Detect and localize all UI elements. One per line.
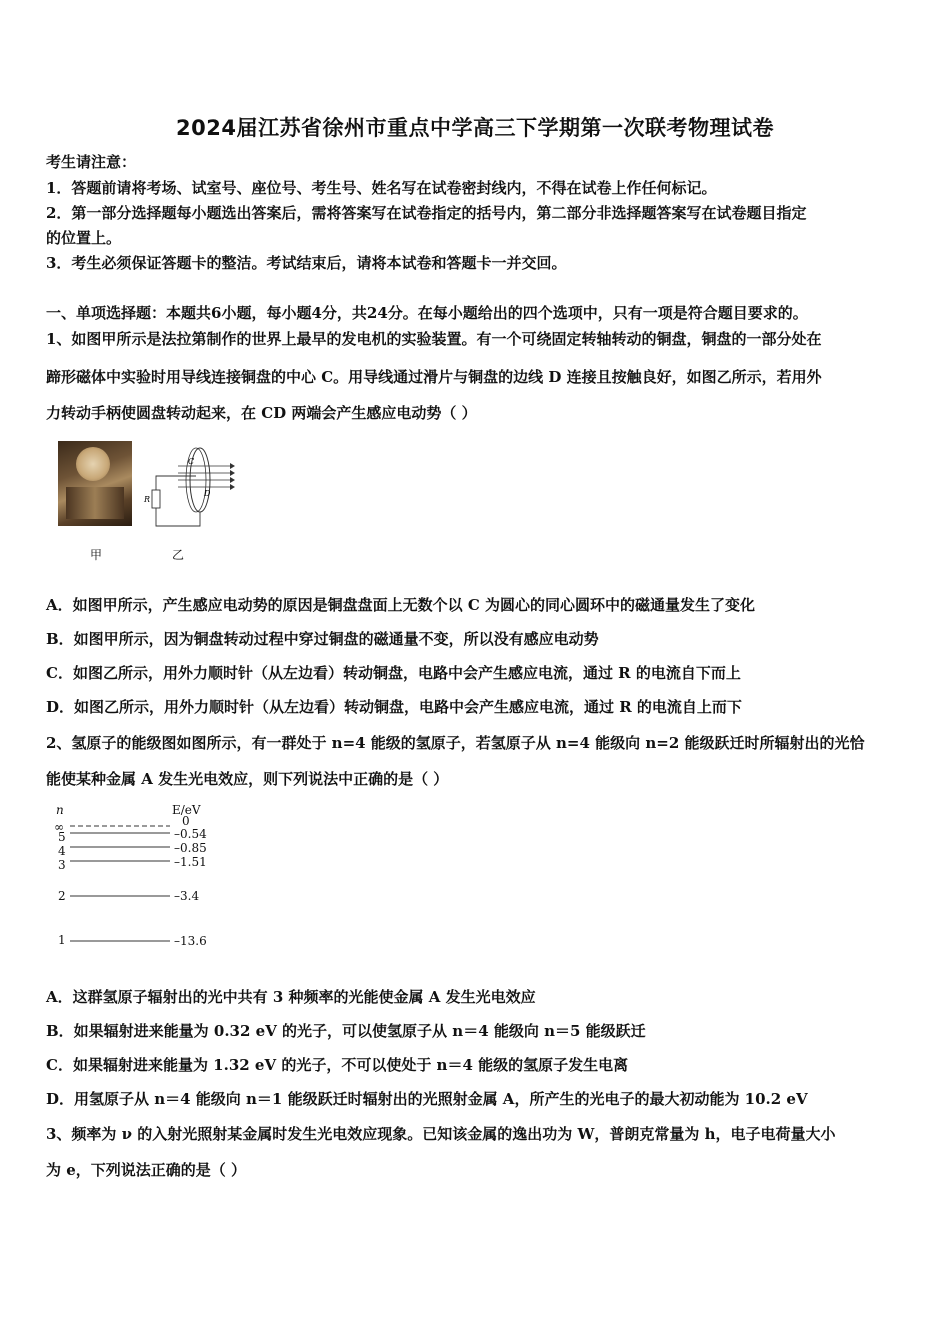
copper-disk-image bbox=[76, 447, 110, 481]
question-1-text: 1、如图甲所示是法拉第制作的世界上最早的发电机的实验装置。有一个可绕固定转轴转动的铜盘，铜盘的一部分处在 bbox=[46, 330, 822, 348]
level-energy: –1.51 bbox=[174, 855, 207, 869]
field-arrow bbox=[230, 470, 235, 476]
level-n: ∞ bbox=[54, 820, 64, 834]
figure-label-b: 乙 bbox=[172, 548, 185, 562]
e-axis-label: E/eV bbox=[172, 803, 201, 817]
section-heading: 一、单项选择题：本题共6小题，每小题4分，共24分。在每小题给出的四个选项中，只有一项是符合题目要求的。 bbox=[46, 304, 808, 322]
notice-heading: 考生请注意： bbox=[46, 153, 137, 171]
faraday-generator-photo bbox=[58, 441, 132, 526]
question-3-text: 为 e，下列说法正确的是（ ） bbox=[46, 1161, 246, 1179]
magnet-base-image bbox=[66, 487, 124, 519]
question-2-text: 能使某种金属 A 发生光电效应，则下列说法中正确的是（ ） bbox=[46, 770, 449, 788]
resistor-r bbox=[152, 490, 160, 508]
option-b: B．如果辐射进来能量为 0.32 eV 的光子，可以使氢原子从 n＝4 能级向 n＝5 能级跃迁 bbox=[46, 1022, 646, 1040]
option-c: C．如图乙所示，用外力顺时针（从左边看）转动铜盘，电路中会产生感应电流，通过 R 的电流自下而上 bbox=[46, 664, 741, 682]
label-r: R bbox=[144, 495, 151, 504]
n-axis-label: n bbox=[56, 803, 64, 817]
question-1-text: 蹄形磁体中实验时用导线连接铜盘的中心 C。用导线通过滑片与铜盘的边线 D 连接且按触良好，如图乙所示，若用外 bbox=[46, 368, 822, 386]
question-2-text: 2、氢原子的能级图如图所示，有一群处于 n=4 能级的氢原子，若氢原子从 n=4 能级向 n=2 能级跃迁时所辐射出的光恰 bbox=[46, 734, 865, 752]
level-n: 3 bbox=[58, 858, 66, 872]
question-3-text: 3、频率为 ν 的入射光照射某金属时发生光电效应现象。已知该金属的逸出功为 W，普朗克常量为 h，电子电荷量大小 bbox=[46, 1125, 836, 1143]
level-n: 5 bbox=[58, 830, 66, 844]
disk-circuit-diagram bbox=[140, 440, 240, 532]
level-energy: –0.54 bbox=[174, 827, 207, 841]
level-energy: –13.6 bbox=[174, 934, 207, 948]
label-d: D bbox=[204, 489, 211, 498]
notice-item: 3．考生必须保证答题卡的整洁。考试结束后，请将本试卷和答题卡一并交回。 bbox=[46, 254, 567, 272]
question-1-text: 力转动手柄使圆盘转动起来，在 CD 两端会产生感应电动势（ ） bbox=[46, 404, 477, 422]
figure-label-a: 甲 bbox=[90, 548, 103, 562]
option-d: D．用氢原子从 n＝4 能级向 n＝1 能级跃迁时辐射出的光照射金属 A，所产生的光电子的最大初动能为 10.2 eV bbox=[46, 1090, 808, 1108]
field-arrow bbox=[230, 477, 235, 483]
field-arrow bbox=[230, 484, 235, 490]
option-a: A．这群氢原子辐射出的光中共有 3 种频率的光能使金属 A 发生光电效应 bbox=[46, 988, 536, 1006]
level-n: 4 bbox=[58, 844, 66, 858]
notice-item: 2．第一部分选择题每小题选出答案后，需将答案写在试卷指定的括号内，第二部分非选择题答案写在试卷题目指定 bbox=[46, 204, 807, 222]
field-arrow bbox=[230, 463, 235, 469]
label-c: C bbox=[188, 457, 195, 466]
option-a: A．如图甲所示，产生感应电动势的原因是铜盘盘面上无数个以 C 为圆心的同心圆环中的磁通量发生了变化 bbox=[46, 596, 756, 614]
notice-item: 的位置上。 bbox=[46, 229, 122, 247]
level-energy: –3.4 bbox=[174, 889, 200, 903]
option-d: D．如图乙所示，用外力顺时针（从左边看）转动铜盘，电路中会产生感应电流，通过 R 的电流自上而下 bbox=[46, 698, 742, 716]
level-n: 1 bbox=[58, 933, 66, 947]
level-n: 2 bbox=[58, 889, 66, 903]
level-energy: 0 bbox=[182, 814, 190, 828]
notice-item: 1．答题前请将考场、试室号、座位号、考生号、姓名写在试卷密封线内，不得在试卷上作任何标记。 bbox=[46, 179, 717, 197]
option-b: B．如图甲所示，因为铜盘转动过程中穿过铜盘的磁通量不变，所以没有感应电动势 bbox=[46, 630, 599, 648]
level-energy: –0.85 bbox=[174, 841, 207, 855]
energy-level-diagram bbox=[50, 800, 230, 950]
page-title: 2024届江苏省徐州市重点中学高三下学期第一次联考物理试卷 bbox=[176, 116, 774, 140]
option-c: C．如果辐射进来能量为 1.32 eV 的光子，不可以使处于 n＝4 能级的氢原子发生电离 bbox=[46, 1056, 629, 1074]
